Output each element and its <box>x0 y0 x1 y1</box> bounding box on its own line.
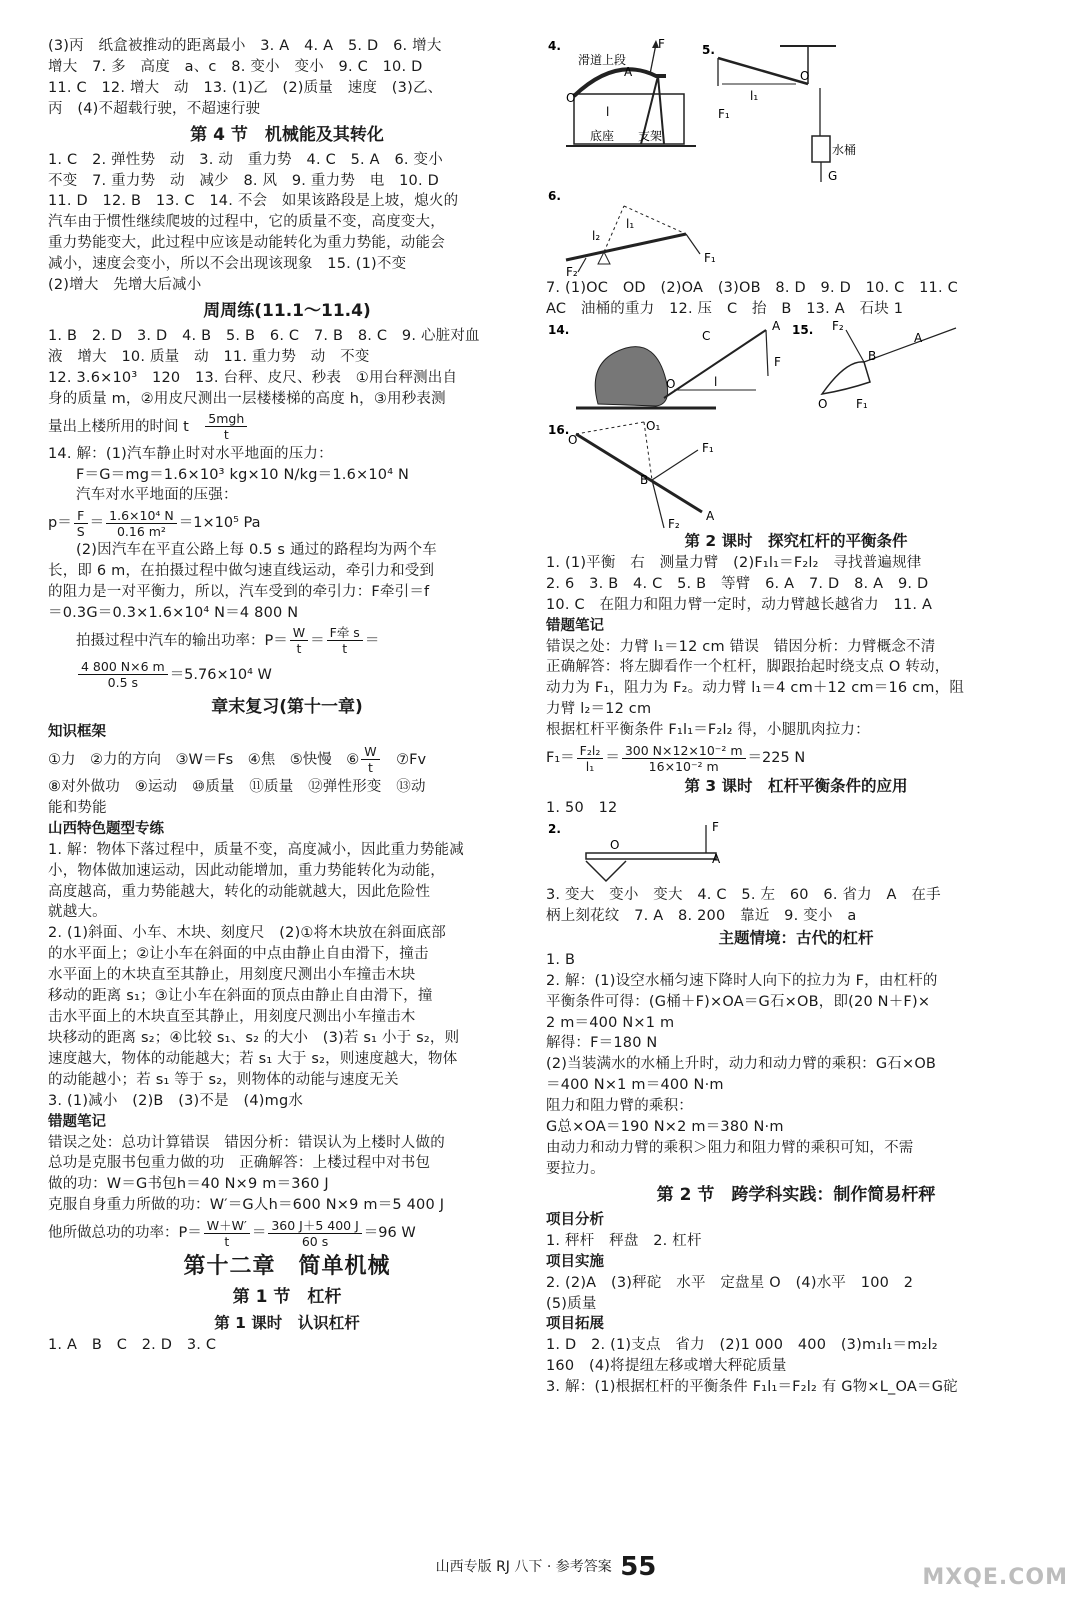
fraction <box>268 1218 361 1249</box>
fraction <box>327 625 363 656</box>
fig14-label-l: l <box>714 374 718 389</box>
fig4-label-base: 底座 <box>590 129 615 143</box>
text-line: 块移动的距离 s₂；④比较 s₁、s₂ 的大小 (3)若 s₁ 小于 s₂，则 <box>48 1029 460 1046</box>
section-heading: 第 1 节 杠杆 <box>232 1287 342 1308</box>
text-line: 12. 3.6×10³ 120 13. 台秤、皮尺、秒表 ①用台秤测出自 <box>48 369 458 386</box>
fig5-label-G: G <box>828 169 838 183</box>
text-line: 11. C 12. 增大 动 13. (1)乙 (2)质量 速度 (3)乙、 <box>48 79 443 96</box>
figure-2-svg <box>546 819 1046 885</box>
figure-2 <box>546 819 1046 885</box>
fraction-numerator: F <box>74 508 88 524</box>
fig16-dash <box>576 422 644 434</box>
text-line: 2. 6 3. B 4. C 5. B 等臂 6. A 7. D 8. A 9. D <box>546 575 929 592</box>
fig14-F-arrow <box>766 330 768 376</box>
text-line: 2. (2)A (3)秤砣 水平 定盘星 O (4)水平 100 2 <box>546 1274 914 1291</box>
subsection-label: 知识框架 <box>48 723 106 740</box>
fraction <box>577 743 604 774</box>
fig15-label-B: B <box>868 348 877 363</box>
text-line: 的动能越小；若 s₁ 等于 s₂，则物体的动能与速度无关 <box>48 1071 399 1088</box>
text-line: 身的质量 m，②用皮尺测出一层楼楼梯的高度 h，③用秒表测 <box>48 390 446 407</box>
fig14-label-C: C <box>702 328 711 343</box>
fig16-label-A: A <box>706 508 715 523</box>
fraction <box>205 411 247 442</box>
text-line: 解得：F＝180 N <box>546 1035 658 1052</box>
fig15-line <box>864 328 956 362</box>
fig6-number: 6. <box>548 189 561 203</box>
subsection-label: 错题笔记 <box>48 1113 106 1130</box>
fraction-numerator: W＋W′ <box>204 1218 250 1234</box>
figure-6-svg <box>546 186 1046 278</box>
footer-text: 山西专版 RJ 八下 · 参考答案 <box>435 1559 612 1575</box>
fraction <box>78 659 168 690</box>
right-answers-top <box>546 278 1046 320</box>
text-line: 1. B <box>546 951 576 968</box>
text-line: 3. 变大 变小 变大 4. C 5. 左 60 6. 省力 A 在手 <box>546 886 941 903</box>
text-line: 克服自身重力所做的功：W′＝G人h＝600 N×9 m＝5 400 J <box>48 1197 445 1214</box>
fig14-rock <box>595 346 667 405</box>
equation-prefix: ①力 ②力的方向 ③W＝Fs ④焦 ⑤快慢 ⑥ <box>48 751 360 768</box>
text-line: 的水平面上；②让小车在斜面的中点由静止自由滑下，撞击 <box>48 946 429 963</box>
text-line: 1. 秤杆 秤盘 2. 杠杆 <box>546 1232 702 1249</box>
text-line: 160 (4)将提纽左移或增大秤砣质量 <box>546 1358 787 1375</box>
text-line: 1. C 2. 弹性势 动 3. 动 重力势 4. C 5. A 6. 变小 <box>48 151 443 168</box>
text-line: 7. (1)OC OD (2)OA (3)OB 8. D 9. D 10. C 11. C <box>546 280 958 296</box>
figures-4-5 <box>546 36 1046 186</box>
fraction-numerator: 5mgh <box>205 411 247 427</box>
text-line: 3. (1)减小 (2)B (3)不是 (4)mg水 <box>48 1092 304 1109</box>
fig16-label-F1: F₁ <box>702 440 714 455</box>
right-answers-bottom <box>546 885 1046 1398</box>
text-line: 平衡条件可得：(G桶＋F)×OA＝G石×OB，即(20 N＋F)× <box>546 993 931 1010</box>
fig15-number: 15. <box>792 322 814 337</box>
text-line: 要拉力。 <box>546 1160 605 1177</box>
text-line: 正确解答：将左脚看作一个杠杆，脚跟抬起时绕支点 O 转动， <box>546 659 950 676</box>
fig16-label-B: B <box>640 472 649 487</box>
equation-suffix: ＝225 N <box>747 750 806 767</box>
fig15-label-A: A <box>914 330 923 345</box>
fraction <box>290 625 308 656</box>
text-line: 2. 解：(1)设空水桶匀速下降时人向下的拉力为 F，由杠杆的 <box>546 972 938 989</box>
text-line: 错误之处：总功计算错误 错因分析：错误认为上楼时人做的 <box>48 1134 445 1151</box>
equation-operator: ＝ <box>89 515 105 532</box>
fraction-denominator: t <box>224 1233 230 1249</box>
fig14-label-O: O <box>666 376 676 391</box>
section-heading: 第 2 节 跨学科实践：制作简易杆秤 <box>656 1184 936 1205</box>
lesson-heading: 第 1 课时 认识杠杆 <box>214 1314 360 1333</box>
fig14-label-A: A <box>772 319 781 333</box>
fig2-label-F: F <box>712 819 719 834</box>
fig5-lever <box>718 58 808 84</box>
fraction-denominator: t <box>367 760 373 776</box>
fraction-numerator: 360 J＋5 400 J <box>268 1218 361 1234</box>
equation-prefix: F₁＝ <box>546 750 575 767</box>
fig2-label-O: O <box>610 837 620 852</box>
fraction-denominator: 16×10⁻² m <box>648 758 719 774</box>
equation-line <box>48 624 526 658</box>
fraction <box>106 508 177 539</box>
fig16-label-O1: O₁ <box>646 419 661 433</box>
fig2-label-A: A <box>712 851 721 866</box>
subsection-label: 项目拓展 <box>546 1316 604 1333</box>
text-line: F＝G＝mg＝1.6×10³ kg×10 N/kg＝1.6×10⁴ N <box>76 466 410 483</box>
text-line: 由动力和动力臂的乘积＞阻力和阻力臂的乘积可知，不需 <box>546 1139 914 1156</box>
fraction-denominator: 60 s <box>301 1233 329 1249</box>
equation-line <box>546 741 1046 775</box>
text-line: ⑧对外做功 ⑨运动 ⑩质量 ⑪质量 ⑫弹性形变 ⑬动 <box>48 778 426 795</box>
fig4-label-F: F <box>658 37 665 51</box>
fig6-F1-arrow <box>686 234 700 254</box>
text-line: 的阻力是一对平衡力，所以，汽车受到的牵引力：F牵引＝f <box>48 584 430 601</box>
watermark-text: MXQE.COM <box>922 1565 1068 1590</box>
fraction-denominator: S <box>76 523 85 539</box>
fraction-denominator: t <box>223 427 229 443</box>
fig6-label-l2: l₂ <box>592 229 601 243</box>
text-line: 柄上刻花纹 7. A 8. 200 靠近 9. 变小 a <box>546 907 857 924</box>
right-answers-mid <box>546 530 1046 819</box>
subsection-label: 项目实施 <box>546 1253 604 1270</box>
equation-line <box>48 506 526 540</box>
fraction-denominator: 0.16 m² <box>116 523 166 539</box>
fraction-numerator: 1.6×10⁴ N <box>106 508 177 524</box>
fig6-lever <box>566 234 686 260</box>
fig15-label-F1: F₁ <box>856 396 868 411</box>
fraction <box>361 744 379 775</box>
text-line: 总功是克服书包重力做的功 正确解答：上楼过程中对书包 <box>48 1155 431 1172</box>
text-line: 移动的距离 s₁；③让小车在斜面的顶点由静止自由滑下，撞 <box>48 988 433 1005</box>
fig2-number: 2. <box>548 821 561 836</box>
subsection-label: 项目分析 <box>546 1211 604 1228</box>
text-line: (2)增大 先增大后减小 <box>48 277 202 294</box>
text-line: 11. D 12. B 13. C 14. 不会 如果该路段是上坡，熄火的 <box>48 193 459 210</box>
watermark <box>868 1518 1068 1590</box>
equation-line <box>48 658 526 692</box>
text-line: 阻力和阻力臂的乘积： <box>546 1098 693 1115</box>
chapter-heading: 第十二章 简单机械 <box>183 1254 391 1280</box>
text-line: G总×OA＝190 N×2 m＝380 N·m <box>546 1119 784 1136</box>
section-heading: 第 4 节 机械能及其转化 <box>190 124 384 145</box>
fig15-label-F2: F₂ <box>832 319 844 333</box>
text-line: 汽车由于惯性继续爬坡的过程中，它的质量不变，高度变大， <box>48 214 445 231</box>
text-line: (2)因汽车在平直公路上每 0.5 s 通过的路程均为两个车 <box>76 542 437 559</box>
text-line: 长，即 6 m，在拍摄过程中做匀速直线运动，牵引力和受到 <box>48 563 435 580</box>
fig6-label-F2: F₂ <box>566 265 578 278</box>
fig6-label-F1: F₁ <box>704 251 716 265</box>
fraction-denominator: t <box>342 641 348 657</box>
text-line: 2 m＝400 N×1 m <box>546 1014 675 1031</box>
fig4-slide <box>574 69 666 96</box>
fraction-denominator: 0.5 s <box>107 675 139 691</box>
fig5-label-l1: l₁ <box>750 89 759 103</box>
equation-suffix: ＝5.76×10⁴ W <box>169 666 272 683</box>
fig5-number: 5. <box>702 43 715 57</box>
fig16-number: 16. <box>548 422 570 437</box>
equation-prefix: p＝ <box>48 515 72 532</box>
text-line: 错误之处：力臂 l₁＝12 cm 错误 错因分析：力臂概念不清 <box>546 638 936 655</box>
text-line: 3. 解：(1)根据杠杆的平衡条件 F₁l₁＝F₂l₂ 有 G物×L_OA＝G砣 <box>546 1379 958 1396</box>
equation-line <box>48 410 526 444</box>
fraction-numerator: 300 N×12×10⁻² m <box>622 743 746 759</box>
equation-prefix: 量出上楼所用的时间 t <box>48 418 204 435</box>
fig6-label-l1: l₁ <box>626 217 635 231</box>
fig4-label-slide: 滑道上段 <box>578 53 627 67</box>
text-line: ＝400 N×1 m＝400 N·m <box>546 1077 724 1094</box>
text-line: 1. (1)平衡 右 测量力臂 (2)F₁l₁＝F₂l₂ 寻找普遍规律 <box>546 554 922 571</box>
text-line: 1. A B C 2. D 3. C <box>48 1337 217 1354</box>
equation-suffix: ＝ <box>364 632 380 649</box>
text-line: 小，物体做加速运动，因此动能增加，重力势能转化为动能， <box>48 862 445 879</box>
equation-operator: ＝ <box>251 1225 267 1242</box>
equation-operator: ＝ <box>310 632 325 649</box>
subsection-label: 山西特色题型专练 <box>48 820 164 837</box>
text-line: 击水平面上的木块直至其静止，用刻度尺测出小车撞击木 <box>48 1009 416 1025</box>
equation-prefix: 拍摄过程中汽车的输出功率：P＝ <box>76 632 288 649</box>
figure-16 <box>546 420 1046 530</box>
fig6-dash1 <box>604 206 624 252</box>
lesson-heading: 第 2 课时 探究杠杆的平衡条件 <box>684 531 908 550</box>
fig4-label-l: l <box>606 105 610 119</box>
fraction <box>622 743 746 774</box>
section-heading: 周周练(11.1～11.4) <box>203 300 371 321</box>
text-line: 液 增大 10. 质量 动 11. 重力势 动 不变 <box>48 348 370 365</box>
text-line: 14. 解：(1)汽车静止时对水平地面的压力： <box>48 445 333 462</box>
text-line: 力臂 l₂＝12 cm <box>546 701 652 718</box>
fig16-label-O: O <box>568 432 578 447</box>
figure-6 <box>546 186 1046 278</box>
fraction-numerator: F牵 s <box>327 625 363 641</box>
text-line: ＝0.3G＝0.3×1.6×10⁴ N＝4 800 N <box>48 605 299 622</box>
fig5-bucket <box>812 136 830 162</box>
text-line: 1. D 2. (1)支点 省力 (2)1 000 400 (3)m₁l₁＝m₂l₂ <box>546 1337 938 1354</box>
text-line: 1. 解：物体下落过程中，质量不变，高度减小，因此重力势能减 <box>48 841 464 858</box>
fig15-label-O: O <box>818 396 828 411</box>
text-line: 做的功：W＝G书包h＝40 N×9 m＝360 J <box>48 1176 329 1193</box>
fraction <box>74 508 88 539</box>
fig14-number: 14. <box>548 322 570 337</box>
fig15-F2-arrow <box>846 330 864 362</box>
fig16-F1-arrow <box>652 450 698 480</box>
fraction-numerator: W <box>361 744 379 760</box>
text-line: 减小，速度会变小，所以不会出现该现象 15. (1)不变 <box>48 256 407 273</box>
equation-line <box>48 743 526 777</box>
figure-4-5-svg <box>546 36 1046 186</box>
text-line: 动力为 F₁，阻力为 F₂。动力臂 l₁＝4 cm＋12 cm＝16 cm，阻 <box>546 680 965 697</box>
text-line: 丙 (4)不超载行驶，不超速行驶 <box>48 100 261 117</box>
fig4-force-arrow <box>650 44 656 74</box>
equation-suffix: ＝1×10⁵ Pa <box>178 515 261 532</box>
fraction-numerator: F₂l₂ <box>577 743 604 759</box>
equation-line <box>48 1216 526 1250</box>
lesson-heading: 主题情境：古代的杠杆 <box>718 928 874 947</box>
text-line: 1. B 2. D 3. D 4. B 5. B 6. C 7. B 8. C 9. 心脏对血 <box>48 327 480 344</box>
fig4-number: 4. <box>548 39 561 53</box>
fig5-label-F1: F₁ <box>718 107 730 121</box>
figure-16-svg <box>546 420 1046 530</box>
left-column <box>48 36 526 1356</box>
equation-suffix: ⑦Fv <box>381 751 427 768</box>
fraction-numerator: 4 800 N×6 m <box>78 659 168 675</box>
fig14-label-F: F <box>774 354 781 369</box>
text-line: 汽车对水平地面的压强： <box>76 487 238 504</box>
fraction-numerator: W <box>290 625 308 641</box>
subsection-label: 错题笔记 <box>546 617 604 634</box>
right-column <box>546 36 1046 1398</box>
fig16-label-F2: F₂ <box>668 516 680 530</box>
fig5-label-O: O <box>800 69 810 83</box>
text-line: (5)质量 <box>546 1295 597 1312</box>
fig4-label-stand: 支架 <box>638 129 663 143</box>
text-line: AC 油桶的重力 12. 压 C 抬 B 13. A 石块 1 <box>546 300 904 317</box>
text-line: 水平面上的木块直至其静止，用刻度尺测出小车撞击木块 <box>48 967 416 984</box>
equation-suffix: ＝96 W <box>363 1225 416 1242</box>
text-line: 1. 50 12 <box>546 800 618 817</box>
fig16-lever <box>576 434 702 512</box>
text-line: 10. C 在阻力和阻力臂一定时，动力臂越长越省力 11. A <box>546 596 933 613</box>
equation-prefix: 他所做总功的功率：P＝ <box>48 1225 202 1242</box>
text-line: 2. (1)斜面、小车、木块、刻度尺 (2)①将木块放在斜面底部 <box>48 925 446 942</box>
fig2-lever <box>586 853 716 859</box>
fraction-denominator: l₁ <box>585 758 595 774</box>
text-line: 不变 7. 重力势 动 减少 8. 风 9. 重力势 电 10. D <box>48 172 439 189</box>
text-line: 能和势能 <box>48 799 107 816</box>
text-line: (2)当装满水的水桶上升时，动力和动力臂的乘积：G石×OB <box>546 1056 937 1073</box>
fraction-denominator: t <box>296 641 302 657</box>
fig2-support <box>586 861 626 881</box>
text-line: 根据杠杆平衡条件 F₁l₁＝F₂l₂ 得，小腿肌肉拉力： <box>546 722 870 739</box>
equation-operator: ＝ <box>605 750 620 767</box>
text-line: 重力势能变大，此过程中应该是动能转化为重力势能，动能会 <box>48 235 445 252</box>
text-line: 增大 7. 多 高度 a、c 8. 变小 变小 9. C 10. D <box>48 58 423 75</box>
text-line: 速度越大，物体的动能越大；若 s₁ 大于 s₂，则速度越大，物体 <box>48 1050 458 1067</box>
fig4-label-A: A <box>624 65 633 79</box>
lesson-heading: 第 3 课时 杠杆平衡条件的应用 <box>684 777 908 796</box>
text-line: 高度越高，重力势能越大，转化的动能就越大，因此危险性 <box>48 883 431 900</box>
figure-14-15-svg <box>546 320 1046 420</box>
fig15-lever <box>822 362 870 394</box>
fig6-F2-arrow <box>578 258 586 272</box>
figures-14-15 <box>546 320 1046 420</box>
page-number: 55 <box>620 1552 657 1582</box>
fig4-label-O: O <box>566 91 576 105</box>
text-line: (3)丙 纸盒被推动的距离最小 3. A 4. A 5. D 6. 增大 <box>48 38 442 54</box>
section-heading: 章末复习(第十一章) <box>211 696 363 717</box>
fraction <box>204 1218 250 1249</box>
fig5-label-bucket: 水桶 <box>832 143 857 157</box>
text-line: 就越大。 <box>48 904 107 921</box>
